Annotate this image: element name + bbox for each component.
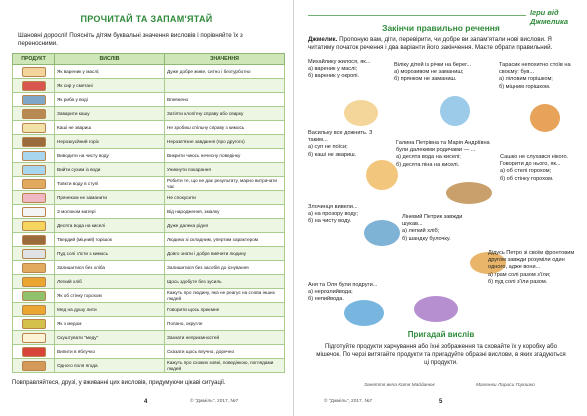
item-2: Віліку дітей із річки на берег... а) морозивом не заманиш; б) прянком не заманиш. bbox=[394, 62, 472, 83]
table-row bbox=[13, 79, 285, 93]
product-cell bbox=[13, 65, 55, 79]
item-7: Злочинця вивели... а) на прозору воду; б) на чисту воду. bbox=[308, 204, 358, 225]
meaning-cell: Сказати щось влучно, доречно bbox=[165, 345, 285, 359]
product-cell bbox=[13, 135, 55, 149]
saying-cell: Одного поля ягода bbox=[55, 359, 165, 373]
boy-with-nut-illustration bbox=[530, 104, 560, 132]
meaning-cell: Уникнути покарання bbox=[165, 163, 285, 177]
kasha-icon bbox=[22, 123, 46, 133]
product-cell bbox=[13, 163, 55, 177]
honey-icon bbox=[22, 277, 46, 287]
intro-lead: Джмелик. bbox=[308, 36, 338, 43]
table-row bbox=[13, 177, 285, 191]
table-row bbox=[13, 345, 285, 359]
meaning-cell: Кажуть про схожих зовні, поведінкою, поглядами людей bbox=[165, 359, 285, 373]
table-row bbox=[13, 359, 285, 373]
table-row bbox=[13, 331, 285, 345]
meaning-cell: Робити те, що не дає результату, марно витрачати час bbox=[165, 177, 285, 191]
table-row bbox=[13, 303, 285, 317]
table-row bbox=[13, 93, 285, 107]
credit-right: © "Джміль", 2017, №7 bbox=[324, 399, 373, 404]
left-page bbox=[0, 0, 293, 416]
product-cell bbox=[13, 93, 55, 107]
item-8: Ліневий Петрик завжди шукав... а) легкий хліб; б) шандку булочку. bbox=[402, 214, 463, 242]
page-number-right: 5 bbox=[439, 399, 443, 405]
water-icon bbox=[22, 165, 46, 175]
product-cell bbox=[13, 177, 55, 191]
left-page-title: ПРОЧИТАЙ ТА ЗАПАМ'ЯТАЙ bbox=[80, 14, 213, 24]
table-row bbox=[13, 275, 285, 289]
apple-icon bbox=[22, 347, 46, 357]
saying-cell: Випити в яблучко bbox=[55, 345, 165, 359]
product-cell bbox=[13, 219, 55, 233]
meaning-cell: Довго знати і добре вивчити людину bbox=[165, 247, 285, 261]
oil-icon bbox=[22, 319, 46, 329]
meaning-cell: Щось здобуте без зусиль bbox=[165, 275, 285, 289]
saying-cell: Як сир у сметані bbox=[55, 79, 165, 93]
product-cell bbox=[13, 149, 55, 163]
intro-text: Пропоную вам, діти, перевірити, чи добре ви запам'ятали нові вислови. Я читатиму початок речення і два варіанти його закінчення. Маєте обрати правильний. bbox=[308, 36, 553, 51]
subtitle-recall: Пригадай вислів bbox=[407, 330, 475, 339]
meaning-cell: Нерозв'язне завдання (про другого) bbox=[165, 135, 285, 149]
meaning-cell: Впевнено bbox=[165, 93, 285, 107]
nut-icon bbox=[22, 235, 46, 245]
product-cell bbox=[13, 121, 55, 135]
right-page bbox=[293, 0, 587, 416]
item-5: Галина Петрівна та Марія Андріївна були далекими родичами — ... а) десята вода на киселі; б) десята піна на киселі. bbox=[396, 140, 490, 168]
product-cell bbox=[13, 275, 55, 289]
saying-cell: Як з медом bbox=[55, 317, 165, 331]
meaning-cell: Не спокусити bbox=[165, 191, 285, 205]
saying-cell: Виводити на чисту воду bbox=[55, 149, 165, 163]
table-row bbox=[13, 317, 285, 331]
table-row bbox=[13, 233, 285, 247]
girls-with-water-illustration bbox=[344, 300, 384, 326]
left-page-footer: Повправляйтеся, друзі, у вживанні цих висловів, придумуючи цікаві ситуації. bbox=[12, 380, 226, 386]
credit-illustrator: Малюнки Лариси Горошко bbox=[476, 383, 535, 388]
grandfather-illustration bbox=[414, 296, 458, 322]
meaning-cell: Затіяти клопітну справу або сварку bbox=[165, 107, 285, 121]
borscht-icon bbox=[22, 81, 46, 91]
boy-illustration bbox=[344, 100, 378, 126]
item-10: Дідусь Петро зі своїм фронтовим другом завжди розуміли один одного, адже вони... а) грам солі разом з'їли; б) пуд солі з'їли разом. bbox=[488, 250, 575, 285]
item-4: Васильку все дожнить. З таким... а) суп не поїси; б) каші не звариш. bbox=[308, 130, 373, 158]
table-row bbox=[13, 205, 285, 219]
credit-left: © "Джміль", 2017, №7 bbox=[190, 399, 239, 404]
kids-swimming-illustration bbox=[440, 96, 470, 126]
product-cell bbox=[13, 331, 55, 345]
saying-cell: Мед на душу лити bbox=[55, 303, 165, 317]
saying-cell: Заварити кашу bbox=[55, 107, 165, 121]
subtitle-text: Підготуйте продукти харчування або їхні зображення та сховайте їх у коробку або мішечок. По черзі витягайте продукти та пригадуйте образні вислови, в яких згадуються ці продукти. bbox=[316, 343, 566, 366]
table-row bbox=[13, 121, 285, 135]
saying-cell: Легкий хліб bbox=[55, 275, 165, 289]
women-illustration bbox=[446, 182, 492, 204]
product-cell bbox=[13, 303, 55, 317]
saying-cell: Твердий (міцний) горішок bbox=[55, 233, 165, 247]
saying-cell: Залишитися без хліба bbox=[55, 261, 165, 275]
table-row bbox=[13, 219, 285, 233]
table-row bbox=[13, 65, 285, 79]
meaning-cell: Не зробиш спільну справу з кимось bbox=[165, 121, 285, 135]
bread-icon bbox=[22, 263, 46, 273]
saying-cell: Десята вода на киселі bbox=[55, 219, 165, 233]
bread-icon bbox=[22, 179, 46, 189]
table-row bbox=[13, 191, 285, 205]
table-header-row bbox=[13, 54, 285, 65]
column-header-meaning: ЗНАЧЕННЯ bbox=[165, 54, 285, 65]
idioms-table bbox=[12, 53, 285, 373]
section-header: Ігри від Джмелика bbox=[530, 8, 569, 26]
table-row bbox=[13, 247, 285, 261]
meaning-cell: Від народження, змалку bbox=[165, 205, 285, 219]
saying-cell: Як об стінку горохом bbox=[55, 289, 165, 303]
meaning-cell: Зазнати неприємностей bbox=[165, 331, 285, 345]
crack-icon bbox=[22, 361, 46, 371]
product-cell bbox=[13, 317, 55, 331]
column-header-product: ПРОДУКТ bbox=[13, 54, 55, 65]
table-row bbox=[13, 149, 285, 163]
right-page-title: Закінчи правильно речення bbox=[382, 23, 500, 33]
saying-cell: Скуштувати "меду" bbox=[55, 331, 165, 345]
right-page-intro bbox=[308, 36, 576, 52]
product-cell bbox=[13, 359, 55, 373]
cake-icon bbox=[22, 193, 46, 203]
table-row bbox=[13, 261, 285, 275]
header-divider bbox=[308, 15, 526, 16]
item-6: Сашко не слухався нікого. Говорити до нього, як... а) об стелі горохом; б) об стінку горохом. bbox=[500, 154, 569, 182]
product-cell bbox=[13, 261, 55, 275]
saying-cell: Як вареник у маслі; bbox=[55, 65, 165, 79]
fish-icon bbox=[22, 95, 46, 105]
product-cell bbox=[13, 289, 55, 303]
product-cell bbox=[13, 107, 55, 121]
porridge-icon bbox=[22, 67, 46, 77]
salt-icon bbox=[22, 249, 46, 259]
veg-icon bbox=[22, 291, 46, 301]
left-page-intro: Шановні дорослі! Поясніть дітям буквальні значення висловів і порівняйте їх з переносними. bbox=[18, 32, 243, 47]
saying-cell: Прянеком не заманити bbox=[55, 191, 165, 205]
meaning-cell: Дуже добре живе, ситно і безтурботно bbox=[165, 65, 285, 79]
cheese-icon bbox=[22, 221, 46, 231]
table-row bbox=[13, 107, 285, 121]
nut-icon bbox=[22, 137, 46, 147]
table-row bbox=[13, 289, 285, 303]
product-cell bbox=[13, 233, 55, 247]
column-header-saying: ВИСЛІВ bbox=[55, 54, 165, 65]
saying-cell: Як риба у воді bbox=[55, 93, 165, 107]
meaning-cell bbox=[165, 79, 285, 93]
meaning-cell: Дуже далека рідня bbox=[165, 219, 285, 233]
product-cell bbox=[13, 79, 55, 93]
product-cell bbox=[13, 205, 55, 219]
meaning-cell: Говорити щось приємне bbox=[165, 303, 285, 317]
saying-cell: Каші не звариш bbox=[55, 121, 165, 135]
meaning-cell: Людина зі складним, упертим характером bbox=[165, 233, 285, 247]
saying-cell: З молоком матері bbox=[55, 205, 165, 219]
page-number-left: 4 bbox=[144, 399, 148, 405]
meaning-cell: Попано, округле bbox=[165, 317, 285, 331]
meaning-cell: Викрити чиюсь нечесну поведінку bbox=[165, 149, 285, 163]
item-3: Тарасик непохитно стоїв на своєму: був... а) ліловим горішком; б) міцним горішком. bbox=[499, 62, 571, 90]
credit-author: Заняття вела Катя Майданюк bbox=[364, 383, 435, 388]
saying-cell: Нерозкусйний горіх bbox=[55, 135, 165, 149]
product-cell bbox=[13, 247, 55, 261]
table-row bbox=[13, 135, 285, 149]
milk-icon bbox=[22, 207, 46, 217]
product-cell bbox=[13, 191, 55, 205]
saying-cell: Пуд солі з'їсти з кимось bbox=[55, 247, 165, 261]
saying-cell: Вийти сухим із води bbox=[55, 163, 165, 177]
boy-with-pot-illustration bbox=[366, 160, 398, 190]
meaning-cell: Залишитися без засобів до існування bbox=[165, 261, 285, 275]
item-1: Михайлику жилося, як... а) вареник у маслі; б) вареник у окропі. bbox=[308, 59, 371, 80]
saying-cell: Товкти воду в ступі bbox=[55, 177, 165, 191]
item-9: Аня та Оля були подруги... а) нерозлийвода; б) непийвода. bbox=[308, 282, 378, 303]
honey-icon bbox=[22, 305, 46, 315]
egg-icon bbox=[22, 333, 46, 343]
table-row bbox=[13, 163, 285, 177]
product-cell bbox=[13, 345, 55, 359]
meaning-cell: Кажуть про людину, яка не реагує на слова інших людей bbox=[165, 289, 285, 303]
pot-icon bbox=[22, 109, 46, 119]
water-icon bbox=[22, 151, 46, 161]
